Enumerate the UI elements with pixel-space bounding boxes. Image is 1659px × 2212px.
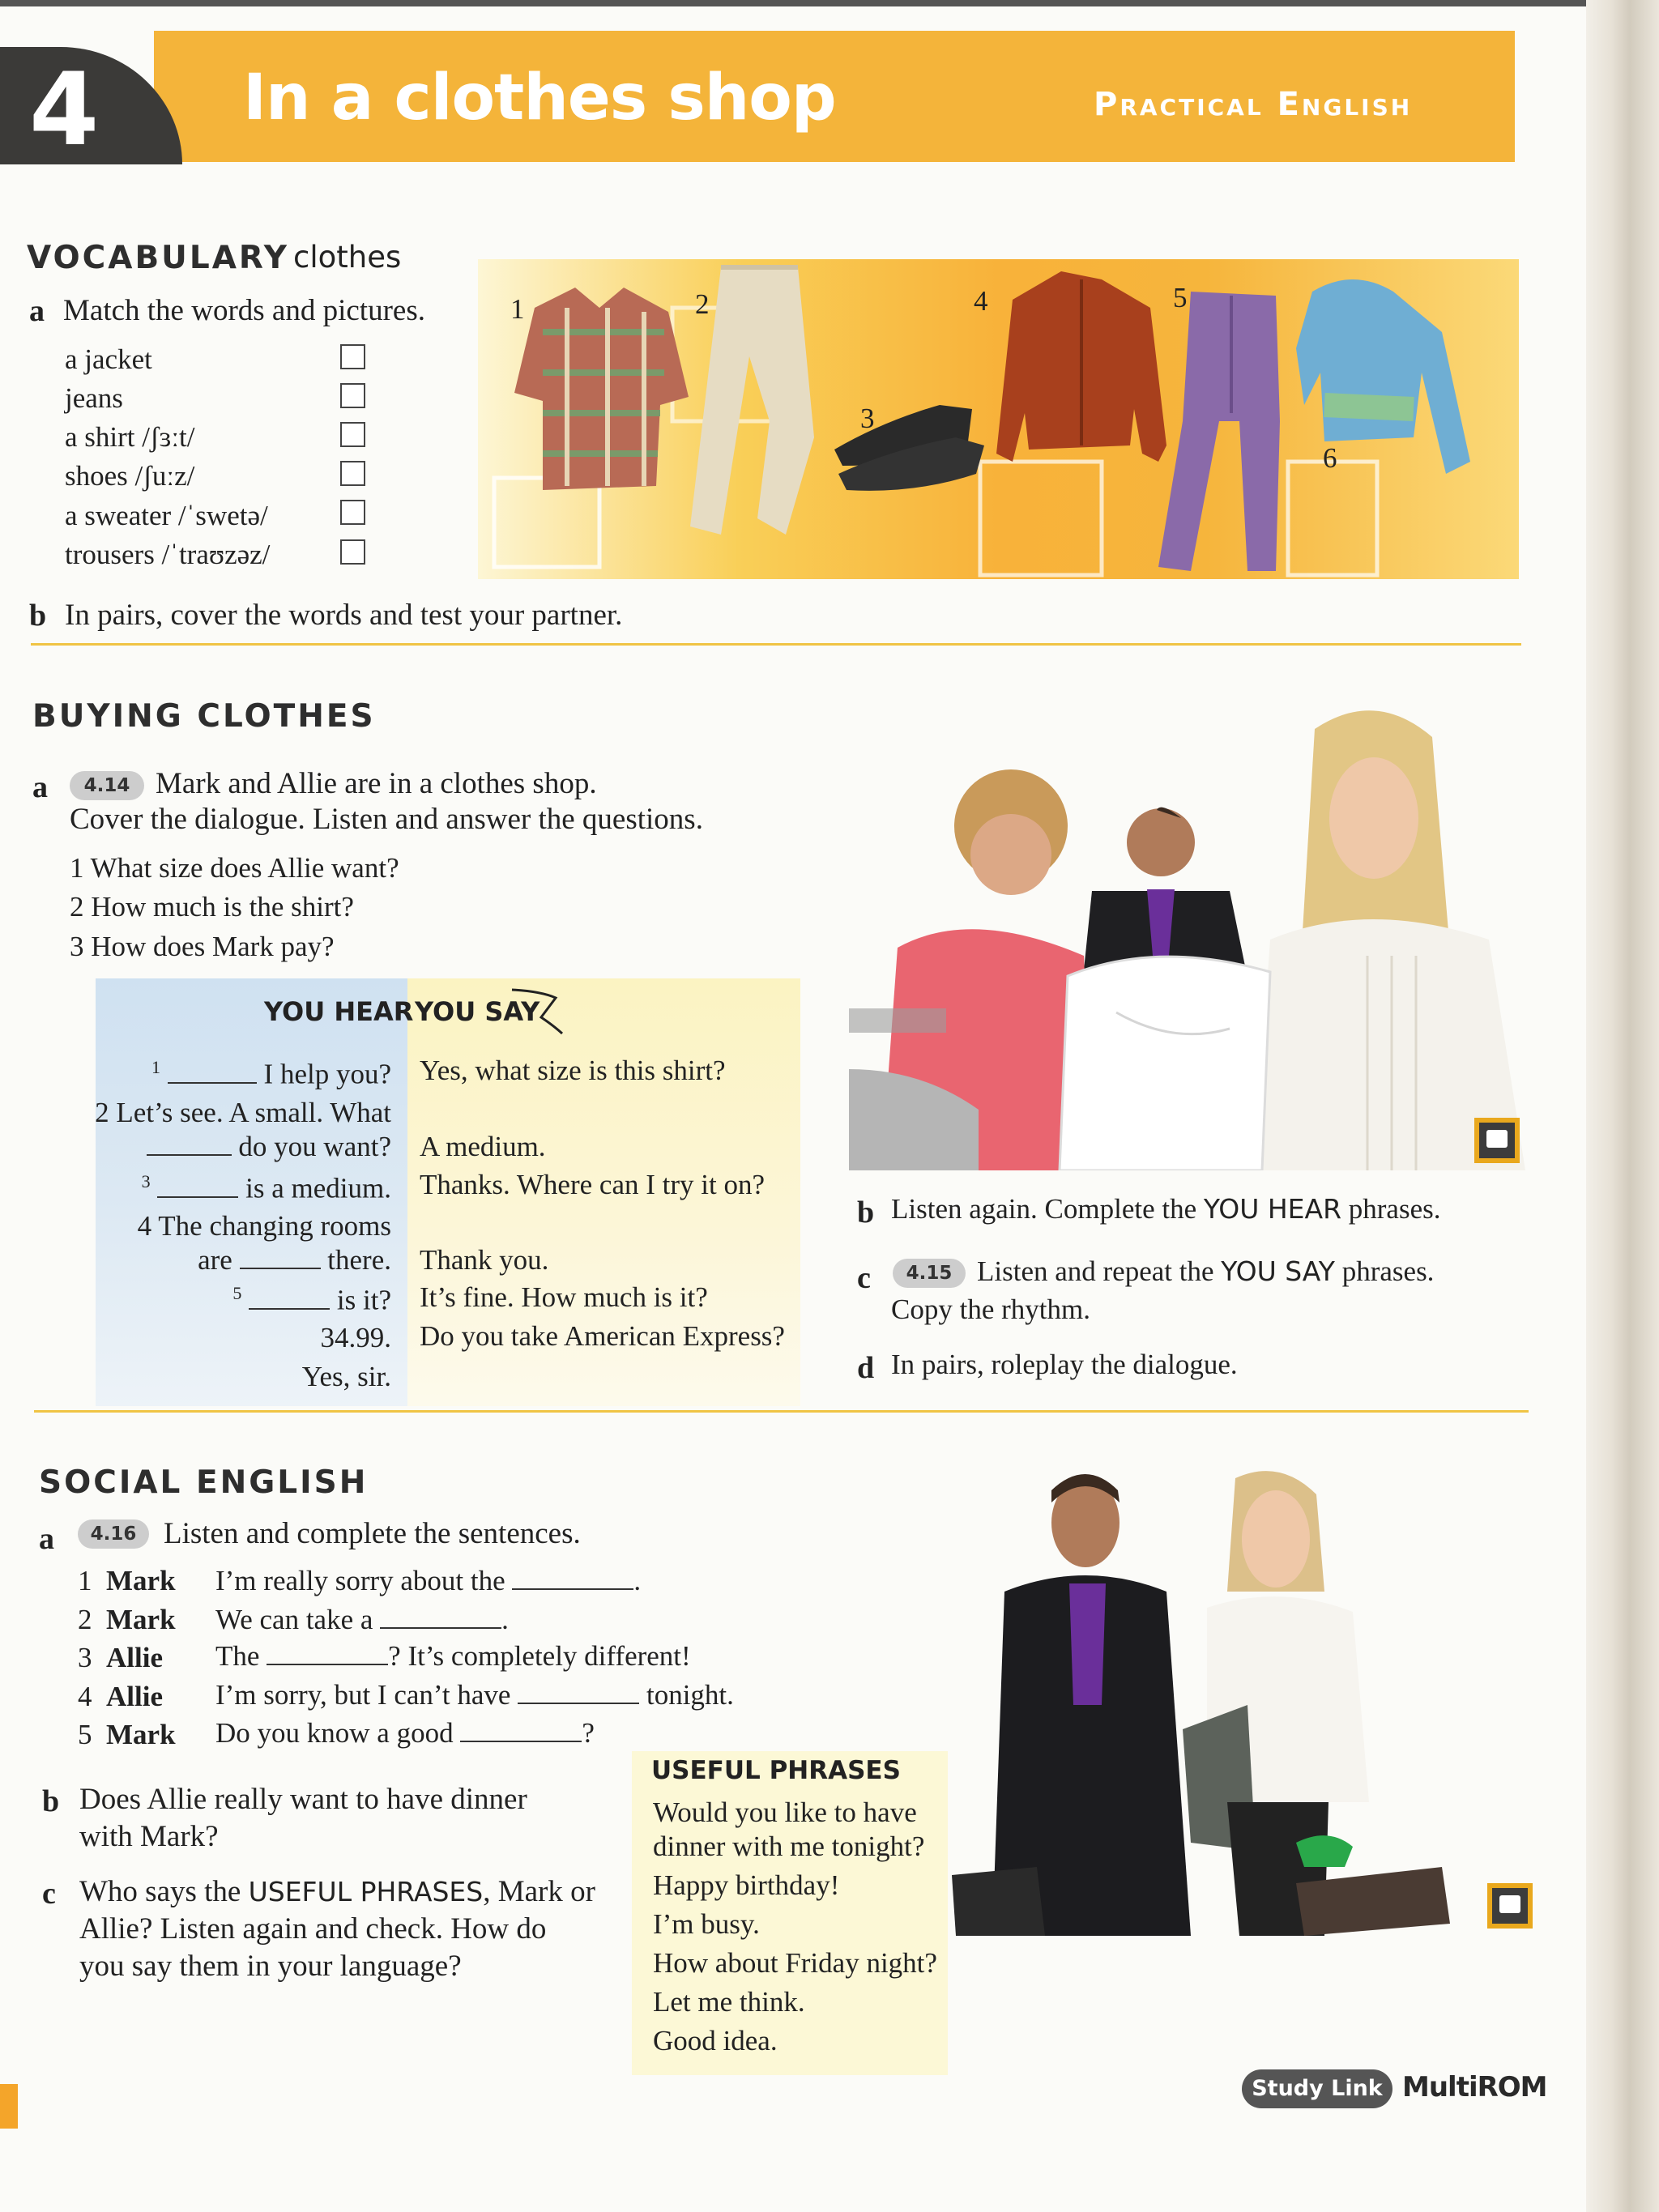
vocab-word: trousers /ˈtraʊzəz/ — [65, 539, 271, 570]
video-tv-icon[interactable] — [1474, 1118, 1520, 1163]
question: 3 How does Mark pay? — [70, 931, 335, 962]
you-say-line: It’s fine. How much is it? — [420, 1281, 708, 1313]
exercise-instruction: with Mark? — [79, 1820, 219, 1853]
useful-phrases-title: USEFUL PHRASES — [651, 1756, 901, 1785]
exercise-instruction: In pairs, roleplay the dialogue. — [891, 1349, 1238, 1380]
unit-number: 4 — [29, 52, 100, 168]
sentence-row: 4 Allie — [78, 1681, 163, 1712]
sentence-row: 1 Mark — [78, 1565, 176, 1596]
exercise-letter: a — [32, 770, 48, 804]
exercise-letter: c — [857, 1261, 871, 1295]
exercise-instruction: Does Allie really want to have dinner — [79, 1783, 527, 1816]
shop-scene-illustration — [849, 688, 1525, 1170]
answer-checkbox[interactable] — [340, 383, 365, 408]
shop-photo — [849, 688, 1525, 1170]
question: 1 What size does Allie want? — [70, 852, 399, 884]
you-hear-line: Yes, sir. — [301, 1361, 391, 1392]
shoes-picture — [834, 405, 984, 491]
useful-phrase: How about Friday night? — [653, 1947, 937, 1979]
useful-phrase: dinner with me tonight? — [653, 1831, 925, 1862]
exercise-instruction: Allie? Listen again and check. How do — [79, 1912, 547, 1946]
useful-phrase: Good idea. — [653, 2025, 778, 2056]
exercise-instruction: Listen and complete the sentences. — [164, 1517, 581, 1550]
speech-arrow-icon — [509, 987, 567, 1038]
couple-illustration — [948, 1462, 1454, 1940]
vocabulary-heading: VOCABULARY — [27, 240, 290, 276]
answer-checkbox[interactable] — [340, 500, 365, 525]
tv-screen — [1486, 1130, 1508, 1148]
sentence-row: 5 Mark — [78, 1719, 176, 1750]
audio-track-badge[interactable]: 4.16 — [78, 1519, 149, 1549]
you-hear-line: $^1$ I help you? — [151, 1057, 391, 1090]
picture-number: 2 — [695, 288, 710, 320]
shirt-picture — [514, 288, 689, 490]
clothes-photo-strip — [478, 259, 1519, 579]
exercise-letter: c — [42, 1877, 56, 1911]
couple-photo — [948, 1462, 1454, 1940]
exercise-instruction: Cover the dialogue. Listen and answer the questions. — [70, 803, 703, 836]
exercise-instruction: Listen again. Complete the YOU HEAR phrases. — [891, 1193, 1441, 1225]
exercise-instruction: Listen and repeat the YOU SAY phrases. — [977, 1255, 1435, 1287]
audio-track-badge[interactable]: 4.15 — [893, 1259, 966, 1288]
you-hear-line: 34.99. — [320, 1322, 391, 1353]
picture-number: 6 — [1323, 442, 1337, 474]
exercise-letter: a — [29, 294, 45, 328]
clothes-illustration — [478, 259, 1519, 579]
useful-phrase: Let me think. — [653, 1986, 805, 2018]
you-say-line: A medium. — [420, 1131, 546, 1162]
you-say-line: Yes, what size is this shirt? — [420, 1055, 726, 1086]
answer-checkbox[interactable] — [340, 344, 365, 369]
you-say-line: Do you take American Express? — [420, 1320, 785, 1352]
social-heading: SOCIAL ENGLISH — [39, 1464, 369, 1501]
vocab-word: a shirt /ʃɜːt/ — [65, 421, 195, 453]
exercise-letter: b — [29, 599, 47, 633]
you-hear-line: $^3$ is a medium. — [141, 1171, 391, 1204]
section-tag: Practical English — [1094, 86, 1413, 123]
you-hear-line: $^5$ is it? — [232, 1283, 391, 1316]
sentence-row: 2 Mark — [78, 1604, 176, 1635]
you-hear-line: are there. — [198, 1244, 391, 1276]
audio-track-badge[interactable]: 4.14 — [70, 771, 144, 800]
you-say-title: YOU SAY — [415, 996, 540, 1027]
exercise-letter: b — [857, 1196, 875, 1230]
useful-phrase: Would you like to have — [653, 1796, 917, 1828]
section-divider — [34, 1410, 1529, 1413]
useful-phrase: I’m busy. — [653, 1908, 760, 1940]
exercise-instruction: Mark and Allie are in a clothes shop. — [156, 767, 597, 800]
picture-number: 3 — [860, 403, 875, 434]
vocab-word: a sweater /ˈswetə/ — [65, 500, 268, 531]
exercise-letter: b — [42, 1784, 60, 1818]
sentence-text: I’m really sorry about the . — [215, 1565, 642, 1596]
question: 2 How much is the shirt? — [70, 891, 354, 923]
sentence-text: I’m sorry, but I can’t have tonight. — [215, 1679, 734, 1711]
you-hear-line: do you want? — [147, 1131, 391, 1163]
picture-number: 4 — [974, 285, 988, 317]
picture-number: 1 — [510, 293, 525, 325]
video-tv-icon[interactable] — [1487, 1883, 1533, 1929]
vocabulary-topic: clothes — [293, 240, 402, 275]
tv-screen — [1499, 1895, 1520, 1913]
sentence-text: The ? It’s completely different! — [215, 1640, 691, 1672]
vocab-word: a jacket — [65, 343, 152, 375]
exercise-instruction: Match the words and pictures. — [63, 294, 425, 327]
exercise-instruction: In pairs, cover the words and test your partner. — [65, 599, 623, 632]
page-edge-tab — [0, 2084, 18, 2129]
answer-checkbox[interactable] — [340, 422, 365, 447]
exercise-instruction: you say them in your language? — [79, 1950, 462, 1983]
vocab-word: jeans — [65, 382, 123, 414]
sentence-text: Do you know a good ? — [215, 1717, 595, 1749]
you-hear-line: 4 The changing rooms — [137, 1210, 391, 1242]
sentence-row: 3 Allie — [78, 1642, 163, 1673]
study-link-badge[interactable]: Study Link — [1242, 2069, 1392, 2108]
exercise-letter: a — [39, 1522, 54, 1556]
useful-phrase: Happy birthday! — [653, 1869, 840, 1901]
jeans-picture — [1158, 292, 1280, 571]
page-top-edge — [0, 0, 1659, 6]
sentence-text: We can take a . — [215, 1604, 509, 1635]
jacket-picture — [996, 271, 1166, 462]
you-hear-title: YOU HEAR — [264, 996, 414, 1027]
you-say-line: Thank you. — [420, 1244, 549, 1276]
book-binding — [1586, 0, 1659, 2212]
you-say-line: Thanks. Where can I try it on? — [420, 1169, 765, 1200]
answer-checkbox[interactable] — [340, 461, 365, 486]
exercise-letter: d — [857, 1351, 875, 1385]
page-title: In a clothes shop — [243, 62, 836, 134]
section-divider — [31, 643, 1521, 646]
vocab-word: shoes /ʃuːz/ — [65, 460, 195, 492]
exercise-instruction: Who says the USEFUL PHRASES, Mark or — [79, 1875, 595, 1908]
picture-number: 5 — [1173, 282, 1188, 313]
multirom-label: MultiROM — [1402, 2071, 1547, 2103]
exercise-instruction: Copy the rhythm. — [891, 1294, 1090, 1325]
answer-checkbox[interactable] — [340, 539, 365, 565]
buying-heading: BUYING CLOTHES — [32, 698, 376, 735]
you-hear-line: 2 Let’s see. A small. What — [95, 1097, 391, 1128]
